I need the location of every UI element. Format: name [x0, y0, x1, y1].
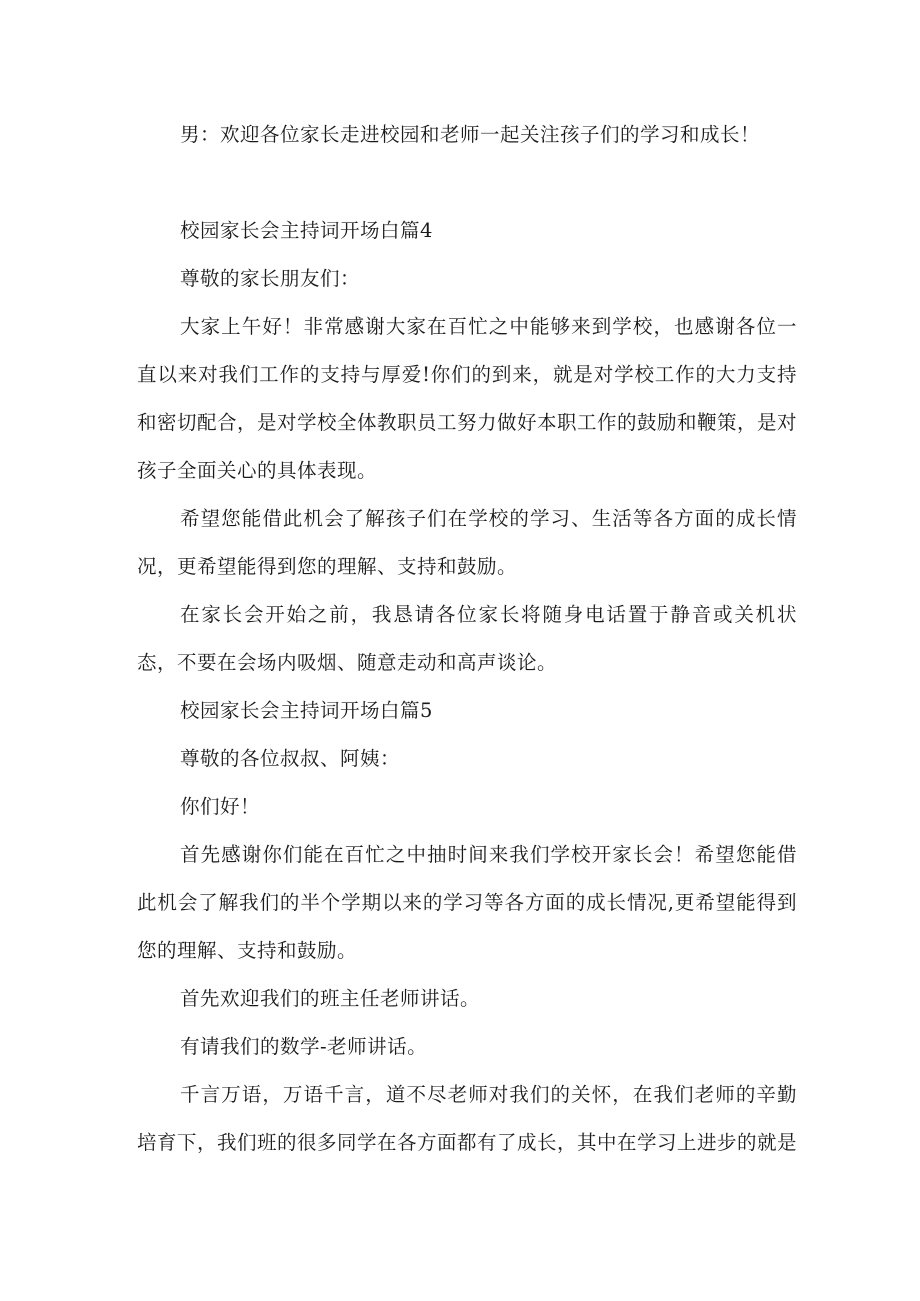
- section-heading-4: 校园家长会主持词开场白篇4: [180, 219, 433, 242]
- section-heading-5: 校园家长会主持词开场白篇5: [180, 699, 433, 722]
- paragraph-hope: 希望您能借此机会了解孩子们在学校的学习、生活等各方面的成长情况，更希望能得到您的理解、支持和鼓励。: [137, 507, 797, 578]
- paragraph-math-teacher: 有请我们的数学-老师讲话。: [180, 1035, 428, 1058]
- paragraph-hello: 你们好！: [180, 795, 261, 818]
- paragraph-greeting-parents: 尊敬的家长朋友们：: [180, 267, 361, 290]
- paragraph-welcome: 男：欢迎各位家长走进校园和老师一起关注孩子们的学习和成长！: [180, 123, 761, 146]
- paragraph-head-teacher: 首先欢迎我们的班主任老师讲话。: [180, 987, 481, 1010]
- paragraph-first-thanks: 首先感谢你们能在百忙之中抽时间来我们学校开家长会！希望您能借此机会了解我们的半个学期以来的学习等各方面的成长情况,更希望能得到您的理解、支持和鼓励。: [137, 843, 797, 962]
- paragraph-thanks: 大家上午好！非常感谢大家在百忙之中能够来到学校，也感谢各位一直以来对我们工作的支持与厚爱!你们的到来，就是对学校工作的大力支持和密切配合，是对学校全体教职员工努力做好本职工作的鼓励和鞭策，是对孩子全面关心的具体表现。: [137, 315, 798, 482]
- paragraph-phone-notice: 在家长会开始之前，我恳请各位家长将随身电话置于静音或关机状态，不要在会场内吸烟、随意走动和高声谈论。: [137, 603, 797, 674]
- paragraph-gratitude: 千言万语，万语千言，道不尽老师对我们的关怀，在我们老师的辛勤培育下，我们班的很多同学在各方面都有了成长，其中在学习上进步的就是: [137, 1083, 798, 1154]
- paragraph-greeting-elders: 尊敬的各位叔叔、阿姨：: [180, 747, 401, 770]
